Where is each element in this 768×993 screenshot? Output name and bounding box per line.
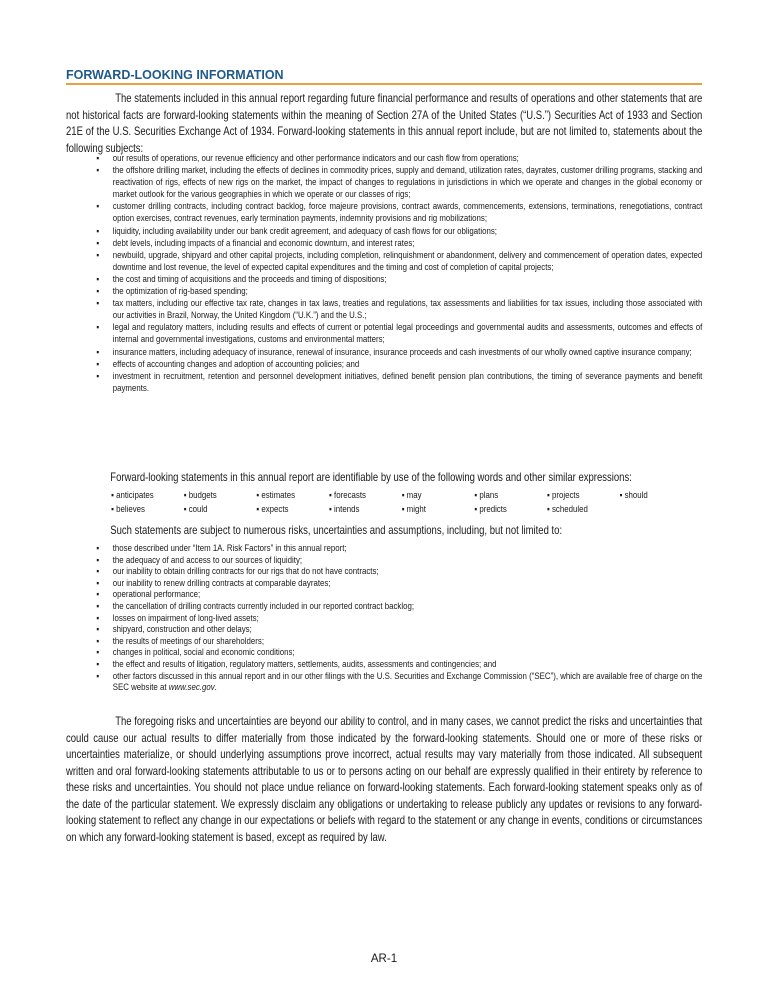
keyword-text: predicts xyxy=(479,504,507,515)
keyword-text: projects xyxy=(551,490,580,501)
bullet-icon: ▪ xyxy=(96,346,100,358)
keyword xyxy=(256,489,329,503)
risks-block xyxy=(66,524,702,694)
keyword xyxy=(547,489,620,503)
keyword xyxy=(401,503,478,517)
list-item xyxy=(66,624,702,636)
keyword xyxy=(329,503,402,517)
list-item xyxy=(66,347,702,359)
bullet-icon: ▪ xyxy=(96,370,100,382)
bullet-icon: ▪ xyxy=(474,490,478,501)
bullet-icon: ▪ xyxy=(96,635,100,647)
list-item xyxy=(66,543,702,555)
list-item xyxy=(66,371,702,395)
bullet-icon: ▪ xyxy=(96,589,100,601)
bullet-icon: ▪ xyxy=(96,600,100,612)
keyword xyxy=(256,503,329,517)
risks-list xyxy=(66,543,702,694)
list-item xyxy=(66,601,702,613)
list-item xyxy=(66,298,702,322)
list-item-text: insurance matters, including adequacy of insurance, renewal of insurance, insurance proceeds and cash investments of our wholly owned captive insurance company; xyxy=(112,346,692,358)
closing-paragraph xyxy=(66,714,702,846)
bullet-icon: ▪ xyxy=(546,504,550,515)
bullet-icon: ▪ xyxy=(96,658,100,670)
words-block xyxy=(66,471,702,517)
keyword xyxy=(111,489,184,503)
keyword-text: expects xyxy=(261,504,289,515)
keyword-text: plans xyxy=(479,490,499,501)
bullet-icon: ▪ xyxy=(96,358,100,370)
closing-text: The foregoing risks and uncertainties are beyond our ability to control, and in many cases, we cannot predict the risks and uncertainties that could cause our actual results to differ materially from those indicated by the forward-looking statements. Should one or more of these risks or uncertainties materialize, or should underlying assumptions prove incorrect, actual results may vary materially from those indicated. All subsequent written and oral forward-looking statements attributable to us or to persons acting on our behalf are expressly qualified in their entirety by reference to these risks and uncertainties. You should not place undue reliance on forward-looking statements. Each forward-looking statement speaks only as of the date of the particular statement. We expressly disclaim any obligations or undertaking to release publicly any updates or revisions to any forward-looking statement to reflect any change in our expectations or beliefs with regard to the statement or any change in events, conditions or circumstances on which any forward-looking statement is based, except as required by law. xyxy=(66,715,703,844)
keyword-text: should xyxy=(624,490,648,501)
bullet-icon: ▪ xyxy=(183,504,187,515)
bullet-icon: ▪ xyxy=(96,298,100,310)
list-item-text: debt levels, including impacts of a financial and economic downturn, and interest rates; xyxy=(112,237,415,249)
subjects-list xyxy=(66,153,702,395)
list-item-text: the results of meetings of our shareholders; xyxy=(112,635,265,647)
bullet-icon: ▪ xyxy=(546,490,550,501)
keyword-text: could xyxy=(188,504,208,515)
page-number: AR-1 xyxy=(370,953,398,965)
bullet-icon: ▪ xyxy=(96,237,100,249)
bullet-icon: ▪ xyxy=(96,201,100,213)
list-item xyxy=(66,613,702,625)
bullet-icon: ▪ xyxy=(329,490,332,501)
list-item-text: the adequacy of and access to our sources of liquidity; xyxy=(112,554,303,566)
bullet-icon: ▪ xyxy=(96,612,100,624)
bullet-icon: ▪ xyxy=(256,504,260,515)
bullet-icon: ▪ xyxy=(401,490,405,501)
intro-block xyxy=(66,91,702,157)
list-item-text: our results of operations, our revenue efficiency and other performance indicators and our cash flow from operations; xyxy=(112,153,519,164)
keyword-text: budgets xyxy=(188,490,217,501)
bullet-icon: ▪ xyxy=(111,490,114,501)
keyword-text: might xyxy=(406,504,426,515)
keyword-text: forecasts xyxy=(334,490,366,501)
list-item xyxy=(66,636,702,648)
list-item-text: investment in recruitment, retention and personnel development initiatives, defined benefit pension plan contributions, the timing of severance payments and benefit payments. xyxy=(112,370,703,394)
list-item-text: shipyard, construction and other delays; xyxy=(112,624,252,636)
keyword xyxy=(547,503,620,517)
bullet-icon: ▪ xyxy=(111,504,114,515)
sec-website-link[interactable]: www.sec.gov xyxy=(168,682,215,694)
subjects-block xyxy=(66,153,702,395)
list-item xyxy=(66,566,702,578)
keyword xyxy=(111,503,184,517)
list-item-text: the offshore drilling market, including the effects of declines in commodity prices, supply and demand, utilization rates, dayrates, customer drilling programs, stacking and reactivation of rigs, effects of new rigs on the market, the impact of changes to regulations in jurisdictions in which we operate and changes in the global economy or market outlook for the various geographies in which we operate or our classes of rigs; xyxy=(112,165,703,201)
bullet-icon: ▪ xyxy=(96,670,100,682)
list-item-text: the cancellation of drilling contracts currently included in our reported contract backlog; xyxy=(112,600,415,612)
words-lead: Forward-looking statements in this annual report are identifiable by use of the following words and other similar expressions: xyxy=(110,471,632,484)
list-item xyxy=(66,589,702,601)
keyword-text: intends xyxy=(334,504,360,515)
list-item-text: customer drilling contracts, including contract backlog, force majeure provisions, contract awards, commencements, extensions, terminations, renegotiations, contract option exercises, contract revenues, early termination payments, indemnity provisions and rig mobilizations; xyxy=(112,201,703,225)
keyword-text: may xyxy=(406,490,422,501)
list-item-text: the cost and timing of acquisitions and the proceeds and timing of dispositions; xyxy=(112,273,387,285)
list-item xyxy=(66,659,702,671)
bullet-icon: ▪ xyxy=(96,554,100,566)
bullet-icon: ▪ xyxy=(96,577,100,589)
list-item-text: operational performance; xyxy=(112,589,201,601)
list-item-text: liquidity, including availability under our bank credit agreement, and adequacy of cash flows for our obligations; xyxy=(112,225,497,237)
keyword xyxy=(329,489,402,503)
bullet-icon: ▪ xyxy=(474,504,478,515)
list-item-text: losses on impairment of long-lived assets; xyxy=(112,612,259,624)
bullet-icon: ▪ xyxy=(96,647,100,659)
bullet-icon: ▪ xyxy=(96,543,100,554)
bullet-icon: ▪ xyxy=(619,490,623,501)
keyword-text: anticipates xyxy=(116,490,154,501)
keyword xyxy=(401,489,478,503)
bullet-icon: ▪ xyxy=(96,225,100,237)
list-item xyxy=(66,286,702,298)
list-item xyxy=(66,578,702,590)
list-item xyxy=(66,250,702,274)
list-item-text: newbuild, upgrade, shipyard and other capital projects, including completion, relinquishment or abandonment, delivery and commencement of operation dates, expected downtime and lost revenue, the level of expected capital expenditures and the timing and cost of completion of capital projects; xyxy=(112,249,703,273)
bullet-icon: ▪ xyxy=(96,165,100,177)
bullet-icon: ▪ xyxy=(96,153,100,164)
list-item xyxy=(66,201,702,225)
list-item xyxy=(66,238,702,250)
bullet-icon: ▪ xyxy=(183,490,187,501)
keyword xyxy=(183,503,260,517)
list-item xyxy=(66,322,702,346)
bullet-icon: ▪ xyxy=(96,273,100,285)
bullet-icon: ▪ xyxy=(96,322,100,334)
words-grid xyxy=(66,489,702,517)
list-item xyxy=(66,359,702,371)
list-item xyxy=(66,274,702,286)
list-item-text: other factors discussed in this annual report and in our other filings with the U.S. Securities and Exchange Commission (“SEC”), which are available free of charge on the SEC website at xyxy=(112,670,703,694)
keyword-text: scheduled xyxy=(551,504,588,515)
bullet-icon: ▪ xyxy=(401,504,405,515)
bullet-icon: ▪ xyxy=(96,566,100,578)
list-item-text: those described under “Item 1A. Risk Factors” in this annual report; xyxy=(112,543,347,554)
list-item-text: legal and regulatory matters, including results and effects of current or potential legal proceedings and governmental audits and assessments, outcomes and effects of internal and governmental investigations, customs and environmental matters; xyxy=(112,322,703,346)
list-item xyxy=(66,153,702,165)
risks-lead: Such statements are subject to numerous risks, uncertainties and assumptions, including, but not limited to: xyxy=(110,524,563,537)
list-item-text: our inability to obtain drilling contracts for our rigs that do not have contracts; xyxy=(112,566,379,578)
bullet-icon: ▪ xyxy=(96,249,100,261)
intro-text: The statements included in this annual report regarding future financial performance and results of operations and other statements that are not historical facts are forward-looking statements within the meaning of Section 27A of the United States (“U.S.”) Securities Act of 1933 and Section 21E of the U.S. Securities Exchange Act of 1934. Forward-looking statements in this annual report include, but are not limited to, statements about the following subjects: xyxy=(66,92,703,155)
intro-paragraph xyxy=(66,91,702,157)
keyword xyxy=(620,489,693,503)
keyword xyxy=(474,503,547,517)
keyword xyxy=(474,489,547,503)
list-item-text: changes in political, social and economic conditions; xyxy=(112,647,295,659)
list-item xyxy=(66,647,702,659)
list-item xyxy=(66,226,702,238)
list-item-text: tax matters, including our effective tax rate, changes in tax laws, treaties and regulations, tax assessments and liabilities for tax issues, including those associated with our activities in Brazil, Norway, the United Kingdom (“U.K.”) and the U.S.; xyxy=(112,298,703,322)
list-item-text: the effect and results of litigation, regulatory matters, settlements, audits, assessments and contingencies; and xyxy=(112,658,497,670)
list-item xyxy=(66,165,702,201)
bullet-icon: ▪ xyxy=(96,286,100,298)
closing-block xyxy=(66,714,702,846)
list-item xyxy=(66,671,702,694)
sentence-end: . xyxy=(214,682,217,694)
keyword-text: estimates xyxy=(261,490,296,501)
section-heading: FORWARD-LOOKING INFORMATION xyxy=(66,68,702,85)
list-item-text: the optimization of rig-based spending; xyxy=(112,286,248,298)
bullet-icon: ▪ xyxy=(256,490,260,501)
bullet-icon: ▪ xyxy=(96,624,100,636)
list-item xyxy=(66,555,702,567)
list-item-text: effects of accounting changes and adoption of accounting policies; and xyxy=(112,358,360,370)
keyword-text: believes xyxy=(116,504,145,515)
bullet-icon: ▪ xyxy=(329,504,332,515)
keyword xyxy=(183,489,260,503)
list-item-text: our inability to renew drilling contracts at comparable dayrates; xyxy=(112,577,331,589)
